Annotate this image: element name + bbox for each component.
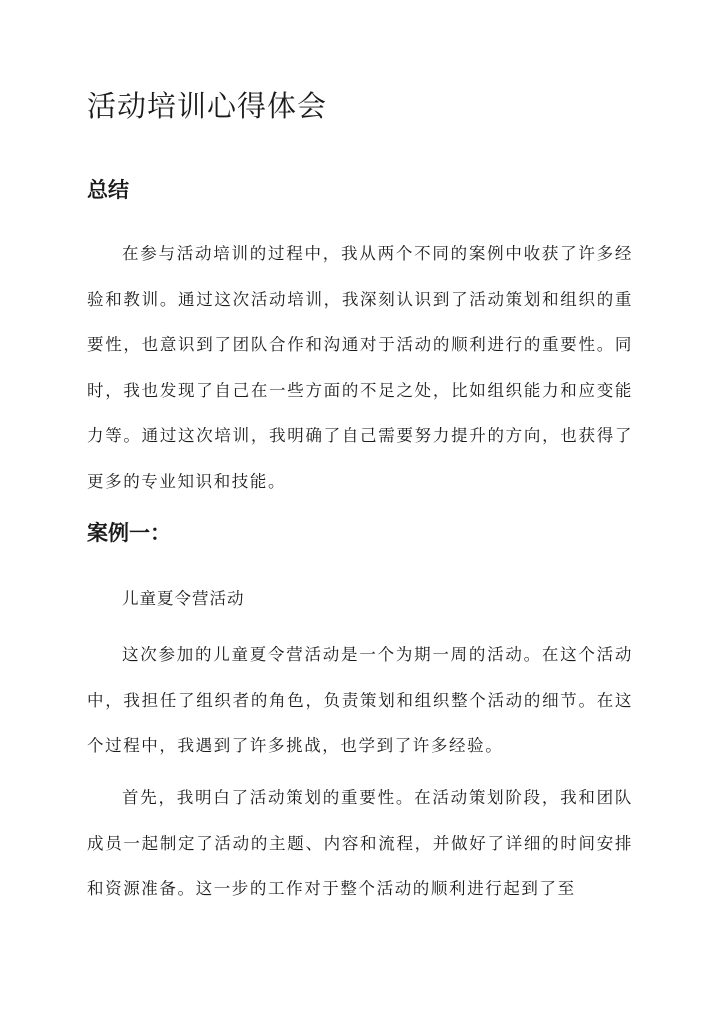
case1-subtitle: 儿童夏令营活动 xyxy=(122,589,245,608)
case1-heading: 案例一： xyxy=(87,520,171,545)
case1-paragraph-2: 首先，我明白了活动策划的重要性。在活动策划阶段，我和团队成员一起制定了活动的主题、内容和流程，并做好了详细的时间安排和资源准备。这一步的工作对于整个活动的顺利进行起到了至 xyxy=(87,788,633,898)
document-title: 活动培训心得体会 xyxy=(87,89,328,123)
summary-heading: 总结 xyxy=(87,177,129,202)
summary-paragraph: 在参与活动培训的过程中，我从两个不同的案例中收获了许多经验和教训。通过这次活动培训，我深刻认识到了活动策划和组织的重要性，也意识到了团队合作和沟通对于活动的顺利进行的重要性。同时，我也发现了自己在一些方面的不足之处，比如组织能力和应变能力等。通过这次培训，我明确了自己需要努力提升的方向，也获得了更多的专业知识和技能。 xyxy=(87,244,633,491)
case1-paragraph-1: 这次参加的儿童夏令营活动是一个为期一周的活动。在这个活动中，我担任了组织者的角色，负责策划和组织整个活动的细节。在这个过程中，我遇到了许多挑战，也学到了许多经验。 xyxy=(87,645,633,755)
